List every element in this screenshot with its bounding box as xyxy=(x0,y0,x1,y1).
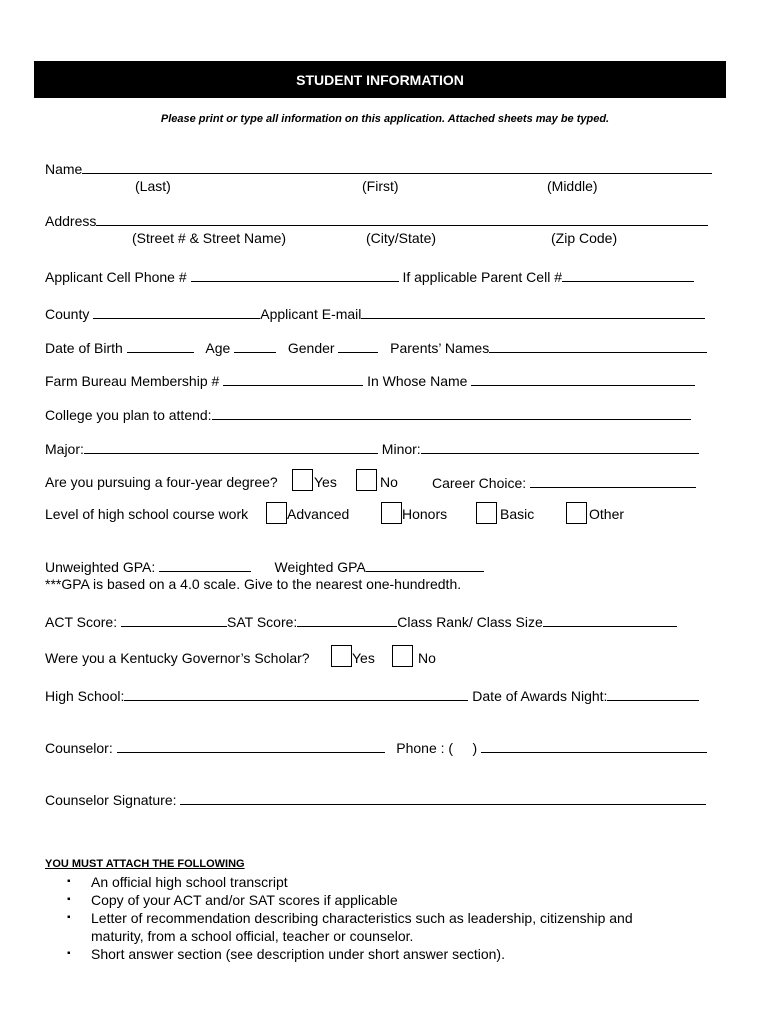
list-item-text: Letter of recommendation describing characteristics such as leadership, citizenship and xyxy=(91,910,633,926)
career-row xyxy=(432,474,696,491)
sat-label: SAT Score: xyxy=(227,614,298,630)
counselor-phone-field[interactable] xyxy=(481,739,707,753)
degree-question: Are you pursuing a four-year degree? xyxy=(45,474,278,490)
bullet-icon: ▪ xyxy=(67,948,71,959)
weighted-gpa-label: Weighted GPA xyxy=(274,559,366,575)
basic-label: Basic xyxy=(500,506,535,522)
list-item xyxy=(45,873,725,891)
career-label: Career Choice: xyxy=(432,475,527,491)
age-label: Age xyxy=(205,340,231,356)
list-item-text: Copy of your ACT and/or SAT scores if applicable xyxy=(91,892,398,908)
email-label: Applicant E-mail xyxy=(260,306,362,322)
advanced-label: Advanced xyxy=(287,506,350,522)
list-item-text: Short answer section (see description under short answer section). xyxy=(91,946,505,962)
signature-row xyxy=(45,791,706,808)
whose-name-label: In Whose Name xyxy=(367,373,468,389)
parents-field[interactable] xyxy=(489,339,707,353)
counselor-label: Counselor: xyxy=(45,740,113,756)
signature-label: Counselor Signature: xyxy=(45,792,177,808)
address-city-caption: (City/State) xyxy=(366,230,437,246)
membership-field[interactable] xyxy=(223,372,363,386)
address-zip-caption: (Zip Code) xyxy=(551,230,618,246)
degree-yes-checkbox[interactable] xyxy=(292,469,313,491)
act-label: ACT Score: xyxy=(45,614,118,630)
sat-field[interactable] xyxy=(297,613,397,627)
high-school-field[interactable] xyxy=(124,687,468,701)
list-item-text-cont: maturity, from a school official, teacher or counselor. xyxy=(91,928,414,944)
unweighted-gpa-label: Unweighted GPA: xyxy=(45,559,156,575)
gender-field[interactable] xyxy=(338,339,378,353)
address-label: Address xyxy=(45,213,97,229)
awards-label: Date of Awards Night: xyxy=(472,688,608,704)
bullet-icon: ▪ xyxy=(67,894,71,905)
county-field[interactable] xyxy=(93,305,260,319)
gpa-note: ***GPA is based on a 4.0 scale. Give to the nearest one-hundredth. xyxy=(45,576,462,592)
basic-checkbox[interactable] xyxy=(476,502,497,524)
gender-label: Gender xyxy=(287,340,335,356)
honors-label: Honors xyxy=(402,506,448,522)
rank-label: Class Rank/ Class Size xyxy=(397,614,543,630)
name-first-caption: (First) xyxy=(362,178,399,194)
minor-label: Minor: xyxy=(381,441,421,457)
address-field[interactable] xyxy=(96,212,708,226)
list-item xyxy=(45,909,725,945)
birth-row xyxy=(45,339,707,356)
gpa-row xyxy=(45,558,484,575)
scholar-yes-checkbox[interactable] xyxy=(331,645,352,667)
name-row xyxy=(45,160,712,177)
scores-row xyxy=(45,613,677,630)
signature-field[interactable] xyxy=(180,791,706,805)
membership-label: Farm Bureau Membership # xyxy=(45,373,220,389)
scholar-yes-label: Yes xyxy=(352,650,375,666)
parent-phone-field[interactable] xyxy=(562,268,694,282)
college-field[interactable] xyxy=(212,406,691,420)
attach-list xyxy=(45,873,725,963)
major-label: Major: xyxy=(45,441,84,457)
email-field[interactable] xyxy=(361,305,705,319)
section-title: STUDENT INFORMATION xyxy=(296,71,464,88)
address-street-caption: (Street # & Street Name) xyxy=(132,230,287,246)
name-label: Name xyxy=(45,161,83,177)
bullet-icon: ▪ xyxy=(67,876,71,887)
high-school-label: High School: xyxy=(45,688,125,704)
list-item-text: An official high school transcript xyxy=(91,874,288,890)
whose-name-field[interactable] xyxy=(471,372,695,386)
degree-no-label: No xyxy=(380,474,398,490)
counselor-field[interactable] xyxy=(117,739,385,753)
scholar-no-checkbox[interactable] xyxy=(392,645,413,667)
county-row xyxy=(45,305,705,322)
major-field[interactable] xyxy=(84,440,378,454)
coursework-question: Level of high school course work xyxy=(45,506,249,522)
counselor-phone-close: ) xyxy=(472,740,478,756)
rank-field[interactable] xyxy=(543,613,677,627)
name-middle-caption: (Middle) xyxy=(547,178,598,194)
honors-checkbox[interactable] xyxy=(381,502,402,524)
scholar-question: Were you a Kentucky Governor’s Scholar? xyxy=(45,650,310,666)
list-item xyxy=(45,891,725,909)
section-header xyxy=(34,61,726,98)
degree-no-checkbox[interactable] xyxy=(356,469,377,491)
name-field[interactable] xyxy=(82,160,712,174)
attach-heading: YOU MUST ATTACH THE FOLLOWING xyxy=(45,858,245,870)
county-label: County xyxy=(45,306,90,322)
phone-row xyxy=(45,268,694,285)
other-label: Other xyxy=(589,506,625,522)
degree-yes-label: Yes xyxy=(314,474,337,490)
school-row xyxy=(45,687,699,704)
unweighted-gpa-field[interactable] xyxy=(159,558,251,572)
instructions: Please print or type all information on this application. Attached sheets may be typed. xyxy=(160,113,610,125)
other-checkbox[interactable] xyxy=(566,502,587,524)
advanced-checkbox[interactable] xyxy=(266,502,287,524)
minor-field[interactable] xyxy=(421,440,699,454)
scholar-no-label: No xyxy=(418,650,436,666)
applicant-phone-field[interactable] xyxy=(191,268,399,282)
name-last-caption: (Last) xyxy=(135,178,171,194)
list-item xyxy=(45,945,725,963)
awards-field[interactable] xyxy=(607,687,699,701)
farm-row xyxy=(45,372,695,389)
dob-field[interactable] xyxy=(127,339,194,353)
address-row xyxy=(45,212,708,229)
applicant-phone-label: Applicant Cell Phone # xyxy=(45,269,187,285)
dob-label: Date of Birth xyxy=(45,340,123,356)
act-field[interactable] xyxy=(121,613,227,627)
major-row xyxy=(45,440,699,457)
weighted-gpa-field[interactable] xyxy=(366,558,484,572)
counselor-phone-label: Phone : ( xyxy=(396,740,454,756)
counselor-row xyxy=(45,739,707,756)
bullet-icon: ▪ xyxy=(67,912,71,923)
age-field[interactable] xyxy=(234,339,276,353)
college-row xyxy=(45,406,691,423)
parent-phone-label: If applicable Parent Cell # xyxy=(402,269,562,285)
parents-label: Parents’ Names xyxy=(390,340,490,356)
college-label: College you plan to attend: xyxy=(45,407,212,423)
career-field[interactable] xyxy=(530,474,696,488)
